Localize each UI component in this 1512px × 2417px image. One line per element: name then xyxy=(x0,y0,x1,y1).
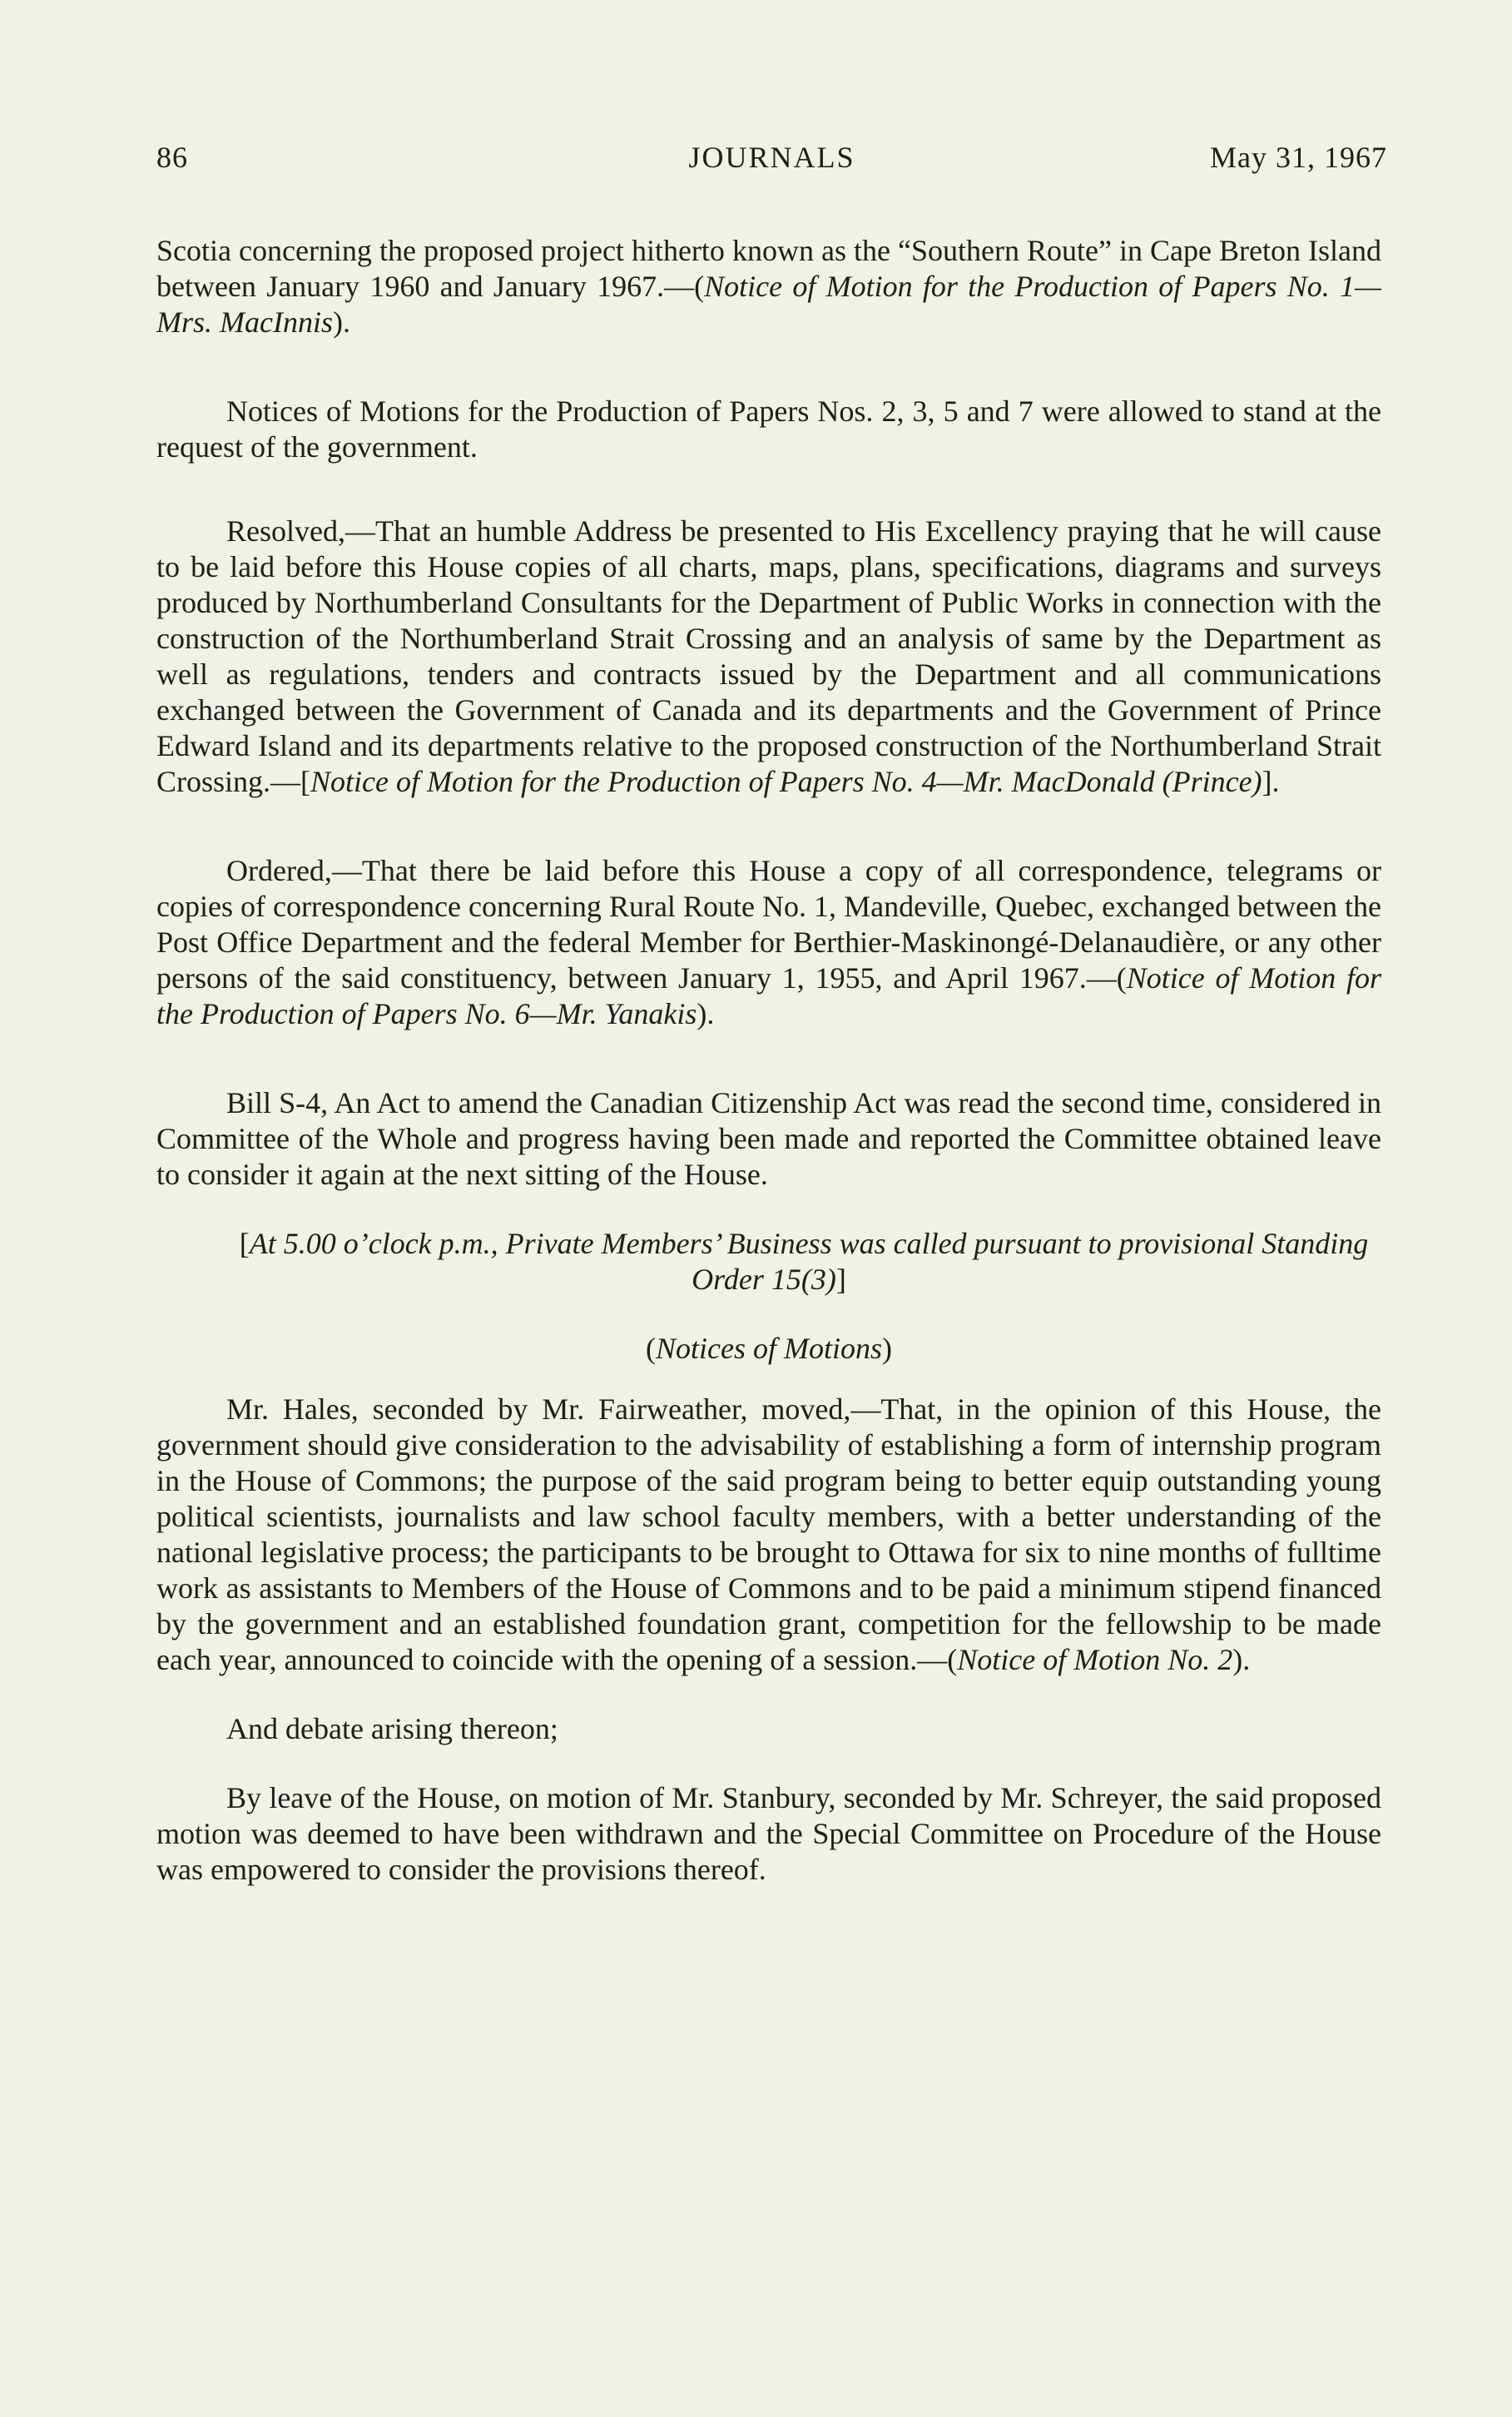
closing-punctuation: ). xyxy=(1232,1643,1251,1676)
page-body xyxy=(156,233,1381,1888)
paragraph-debate: And debate arising thereon; xyxy=(226,1712,558,1745)
notice-reference: Notice of Motion No. 2 xyxy=(957,1643,1233,1676)
page-number: 86 xyxy=(156,141,188,174)
paragraph-resolved xyxy=(156,514,1381,800)
paragraph-bill-s4: Bill S-4, An Act to amend the Canadian Citizenship Act was read the second time, considered in Committee of the Whole and progress having been made and reported the Committee obtained leave to consider it again at the next sitting of the House. xyxy=(156,1086,1381,1191)
page-header xyxy=(156,140,1387,190)
notice-reference: Notice of Motion for the Production of Papers No. 1—Mrs. MacInnis xyxy=(156,270,1382,339)
paragraph-by-leave: By leave of the House, on motion of Mr. Stanbury, seconded by Mr. Schreyer, the said proposed motion was deemed to have been withdrawn and the Special Committee on Procedure of the House was empowered to consider the provisions thereof. xyxy=(156,1781,1381,1886)
paragraph-southern-route xyxy=(156,233,1381,340)
paragraph-ordered xyxy=(156,853,1381,1032)
section-heading xyxy=(156,1331,1381,1367)
notice-reference: Notice of Motion for the Production of Papers No. 4—Mr. MacDonald (Prince) xyxy=(310,765,1262,798)
closing-punctuation: ). xyxy=(697,997,715,1030)
closing-punctuation: ]. xyxy=(1262,765,1280,798)
paragraph-text: Ordered,—That there be laid before this House a copy of all correspondence, telegrams or copies of correspondence concerning Rural Route No. 1, Mandeville, Quebec, exchanged between the Post Office Department and the federal Member for Berthier-Maskinongé-Delanaudière, or any other persons of the said constituency, between January 1, 1955, and April 1967.—( xyxy=(156,854,1381,995)
procedural-note: At 5.00 o’clock p.m., Private Members’ Business was called pursuant to provisional Standing Order 15(3) xyxy=(249,1227,1369,1296)
open-paren: ( xyxy=(646,1332,656,1365)
paragraph-hales-motion xyxy=(156,1392,1381,1678)
page-date: May 31, 1967 xyxy=(1210,141,1387,174)
section-heading-text: Notices of Motions xyxy=(656,1332,882,1365)
notice-reference: Notice of Motion for the Production of Papers No. 6—Mr. Yanakis xyxy=(156,961,1381,1030)
close-paren: ) xyxy=(882,1332,892,1365)
paragraph-text: Scotia concerning the proposed project hitherto known as the “Southern Route” in Cape Breton Island between January 1960 and January 1967.—( xyxy=(156,234,1381,303)
paragraph-private-members-business xyxy=(156,1226,1381,1298)
paragraph-text: Mr. Hales, seconded by Mr. Fairweather, moved,—That, in the opinion of this House, the government should give consideration to the advisability of establishing a form of internship program in the House of Commons; the purpose of the said program being to better equip outstanding young political scientists, journalists and law school faculty members, with a better understanding of the national legislative process; the participants to be brought to Ottawa for six to nine months of fulltime work as assistants to Members of the House of Commons and to be paid a minimum stipend financed by the government and an established foundation grant, competition for the fellowship to be made each year, announced to coincide with the opening of a session.—( xyxy=(156,1392,1381,1676)
closing-punctuation: ). xyxy=(332,305,350,339)
close-bracket: ] xyxy=(835,1263,846,1296)
open-bracket: [ xyxy=(239,1227,250,1260)
paragraph-notices-stand: Notices of Motions for the Production of Papers Nos. 2, 3, 5 and 7 were allowed to stand at the request of the government. xyxy=(156,395,1381,464)
running-title: JOURNALS xyxy=(688,141,855,174)
paragraph-text: Resolved,—That an humble Address be presented to His Excellency praying that he will cause to be laid before this House copies of all charts, maps, plans, specifications, diagrams and surveys produced by Northumberland Consultants for the Department of Public Works in connection with the construction of the Northumberland Strait Crossing and an analysis of same by the Department as well as regulations, tenders and contracts issued by the Department and all communications exchanged between the Government of Canada and its departments and the Government of Prince Edward Island and its departments relative to the proposed construction of the Northumberland Strait Crossing.—[ xyxy=(156,514,1381,798)
